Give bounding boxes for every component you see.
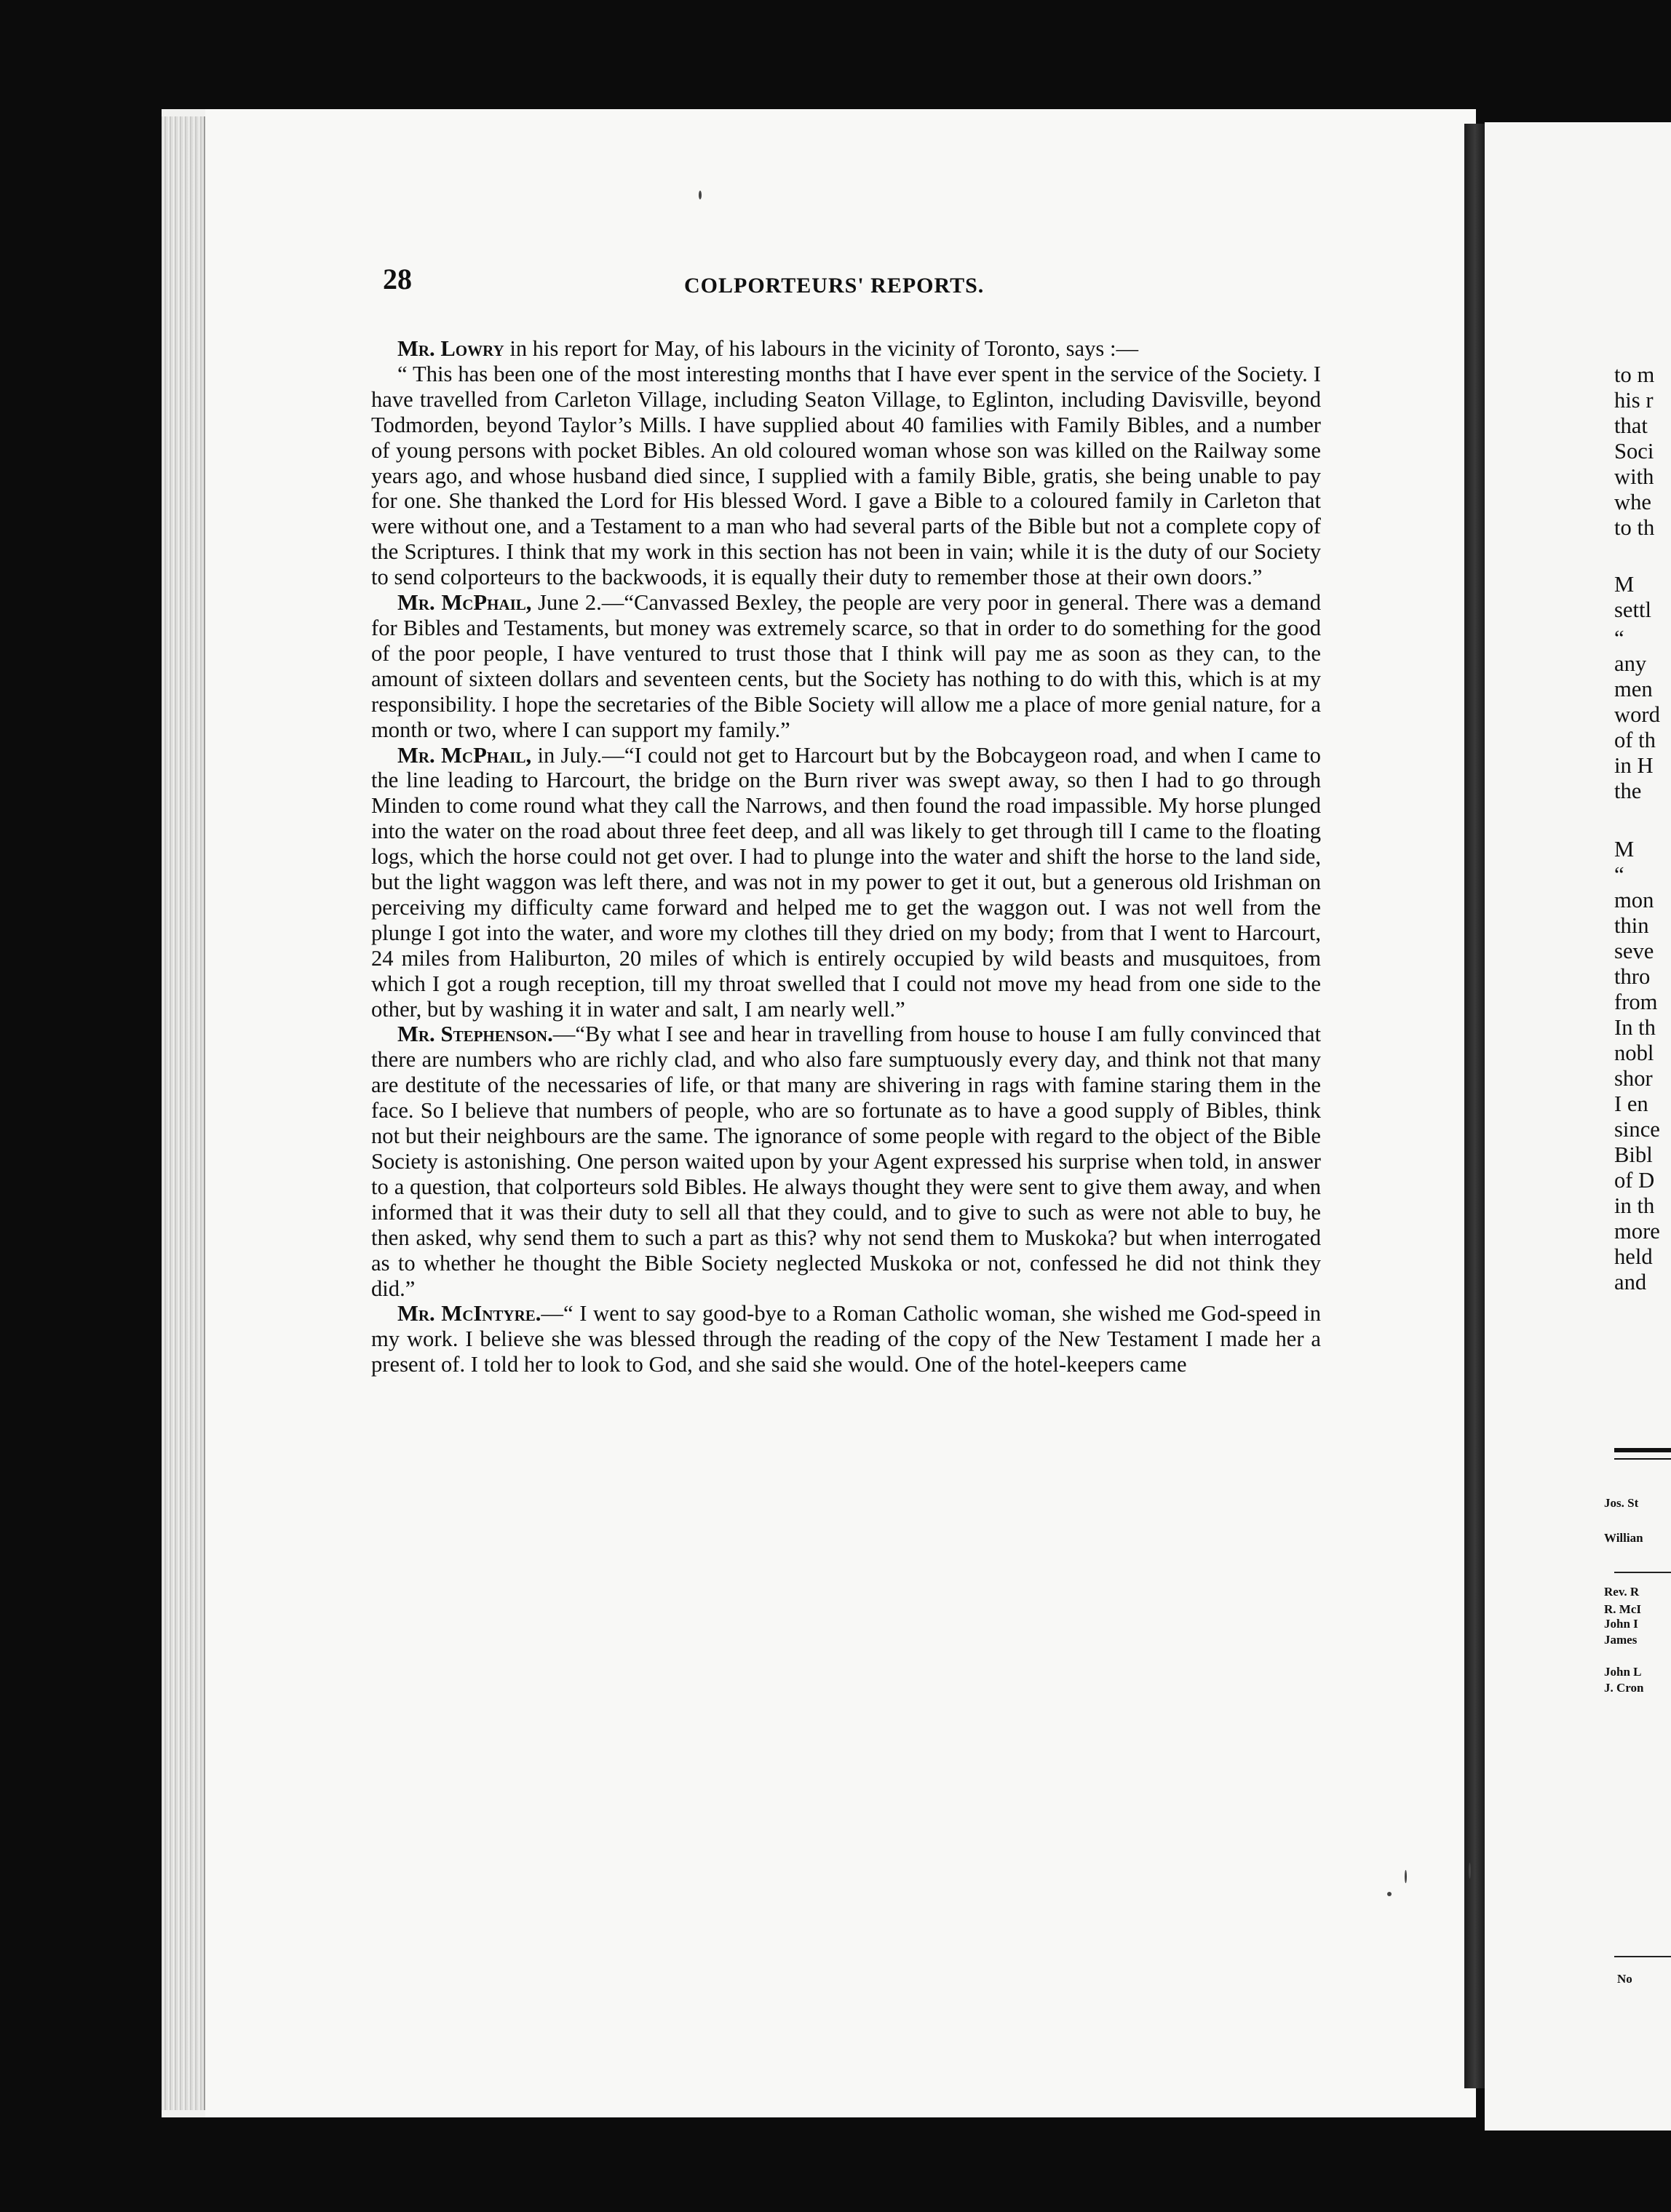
facing-page-line: In th (1614, 1015, 1656, 1040)
rule (1614, 1572, 1671, 1573)
facing-page-line: more (1614, 1219, 1660, 1244)
page-number: 28 (383, 263, 412, 295)
facing-page-line: thin (1614, 913, 1649, 938)
facing-page-line: to m (1614, 362, 1655, 387)
speck (1387, 1892, 1392, 1896)
paragraph (371, 743, 1321, 1022)
facing-page-line: M (1614, 572, 1635, 597)
double-rule-thin (1614, 1458, 1671, 1460)
facing-page (1485, 122, 1671, 2131)
facing-page-line: Bibl (1614, 1142, 1653, 1167)
facing-page-line: from (1614, 990, 1658, 1014)
rule-bottom (1614, 1956, 1671, 1957)
facing-page-list-item: John L (1604, 1665, 1642, 1679)
speck (699, 191, 702, 199)
facing-page-line: of D (1614, 1168, 1655, 1193)
colporteur-name: Mr. McPhail, (397, 742, 532, 768)
paragraph-text: —“ I went to say good-bye to a Roman Catholic woman, she wished me God-speed in my work. I believe she was blessed through the reading of the copy of the New Testament I made her a present of. I told her to look to God, and she said she would. One of the hotel-keepers came (371, 1301, 1321, 1377)
facing-page-line: I en (1614, 1091, 1648, 1116)
facing-page-line: in th (1614, 1193, 1655, 1218)
facing-page-line: held (1614, 1244, 1653, 1269)
facing-page-line: with (1614, 464, 1654, 489)
facing-page-line: seve (1614, 939, 1654, 963)
facing-page-line: his r (1614, 388, 1654, 413)
page-edges (162, 116, 205, 2110)
speck (1469, 1863, 1471, 1879)
double-rule (1614, 1448, 1671, 1452)
facing-page-line: “ (1614, 862, 1624, 887)
facing-page-line: M (1614, 837, 1635, 862)
facing-page-list-item: Willian (1604, 1531, 1643, 1545)
facing-page-line: thro (1614, 964, 1651, 989)
facing-page-line: men (1614, 677, 1653, 701)
facing-page-line: that (1614, 413, 1648, 438)
paragraph-text: —“By what I see and hear in travelling from house to house I am fully convinced that there are numbers who are richly clad, and who also fare sumptuously every day, and think not that many are destitute of the necessaries of life, or that many are shivering in rags with famine staring them in the face. So I believe that numbers of people, who are so fortunate as to have a good supply of Bibles, think not but their neighbours are the same. The ignorance of some people with regard to the object of the Bible Society is astonishing. One person waited upon by your Agent expressed his surprise when told, in answer to a question, that colporteurs sold Bibles. He always thought they were sent to give them away, and when informed that it was their duty to sell all that they could, and to give to such as were not able to buy, he then asked, why send them to such a part as this? why not send them to Muskoka? but when interrogated as to whether he thought the Bible Society neglected Muskoka or not, confessed he did not think they did.” (371, 1022, 1322, 1301)
facing-page-line: shor (1614, 1066, 1653, 1091)
paragraph-text: in his report for May, of his labours in the vicinity of Toronto, says :— (504, 336, 1139, 361)
facing-page-line: Soci (1614, 439, 1654, 464)
colporteur-name: Mr. McIntyre. (397, 1301, 541, 1326)
paragraph-text: June 2.—“Canvassed Bexley, the people are very poor in general. There was a demand for Bibles and Testaments, but money was extremely scarce, so that in order to do something for the good of the poor people, I have ventured to trust those that I think will pay me as soon as they can, to the amount of sixteen dollars and seventeen cents, but the Society has nothing to do with this, which is at my responsibility. I hope the secretaries of the Bible Society will allow me a place of more genial nature, for a month or two, where I can support my family.” (371, 590, 1321, 742)
paragraph (371, 1022, 1321, 1301)
facing-page-list-item: John I (1604, 1617, 1638, 1631)
body-text (371, 336, 1321, 1377)
running-head: COLPORTEURS' REPORTS. (684, 274, 985, 298)
facing-page-list-item: Jos. St (1604, 1496, 1639, 1510)
colporteur-name: Mr. Lowry (397, 336, 504, 361)
colporteur-name: Mr. Stephenson. (397, 1022, 553, 1047)
facing-page-line: since (1614, 1117, 1660, 1142)
facing-page-line: any (1614, 651, 1647, 676)
facing-page-list-item: James (1604, 1633, 1638, 1647)
paragraph (371, 362, 1321, 590)
facing-page-line: to th (1614, 515, 1655, 540)
facing-page-line: “ (1614, 626, 1624, 651)
speck (1405, 1870, 1407, 1883)
facing-page-line: settl (1614, 597, 1651, 622)
facing-page-list-item: Rev. R (1604, 1585, 1640, 1599)
paragraph (371, 1301, 1321, 1377)
facing-page-line: nobl (1614, 1041, 1654, 1065)
facing-page-line: mon (1614, 888, 1654, 912)
facing-page-list-item: No (1617, 1972, 1632, 1986)
facing-page-line: whe (1614, 490, 1651, 514)
facing-page-line: the (1614, 779, 1642, 803)
facing-page-line: word (1614, 702, 1660, 727)
facing-page-line: and (1614, 1270, 1647, 1294)
paragraph (371, 336, 1321, 362)
colporteur-name: Mr. McPhail, (397, 590, 532, 616)
facing-page-list-item: R. McI (1604, 1602, 1641, 1616)
facing-page-line: of th (1614, 728, 1656, 752)
facing-page-list-item: J. Cron (1604, 1681, 1644, 1695)
paragraph (371, 590, 1321, 742)
facing-page-line: in H (1614, 753, 1654, 778)
paragraph-text: “ This has been one of the most interesting months that I have ever spent in the service of the Society. I have travelled from Carleton Village, including Seaton Village, to Eglinton, including Davisville, beyond Todmorden, beyond Taylor’s Mills. I have supplied about 40 families with Family Bibles, and a number of young persons with pocket Bibles. An old coloured woman whose son was killed on the Railway some years ago, and whose husband died since, I supplied with a family Bible, gratis, she being unable to pay for one. She thanked the Lord for His blessed Word. I gave a Bible to a coloured family in Carleton that were without one, and a Testament to a man who had several parts of the Bible but not a complete copy of the Scriptures. I think that my work in this section has not been in vain; while it is the duty of our Society to send colporteurs to the backwoods, it is equally their duty to remember those at their own doors.” (371, 361, 1321, 590)
paragraph-text: in July.—“I could not get to Harcourt but by the Bobcaygeon road, and when I came to the line leading to Harcourt, the bridge on the Burn river was swept away, so then I had to go through Minden to come round what they call the Narrows, and then found the road impassible. My horse plunged into the water on the road about three feet deep, and all was likely to get through till I came to the floating logs, which the horse could not get over. I had to plunge into the water and shift the horse to the land side, but the light waggon was left there, and was not in my power to get it out, but a generous old Irishman on perceiving my difficulty came forward and helped me to get the waggon out. I was not well from the plunge I got into the water, and wore my clothes till they dried on my body; from that I went to Harcourt, 24 miles from Haliburton, 20 miles of which is entirely occupied by wild beasts and musquitoes, from which I got a rough reception, till my throat swelled that I could not move my head from one side to the other, but by washing it in water and salt, I am nearly well.” (371, 742, 1321, 1022)
